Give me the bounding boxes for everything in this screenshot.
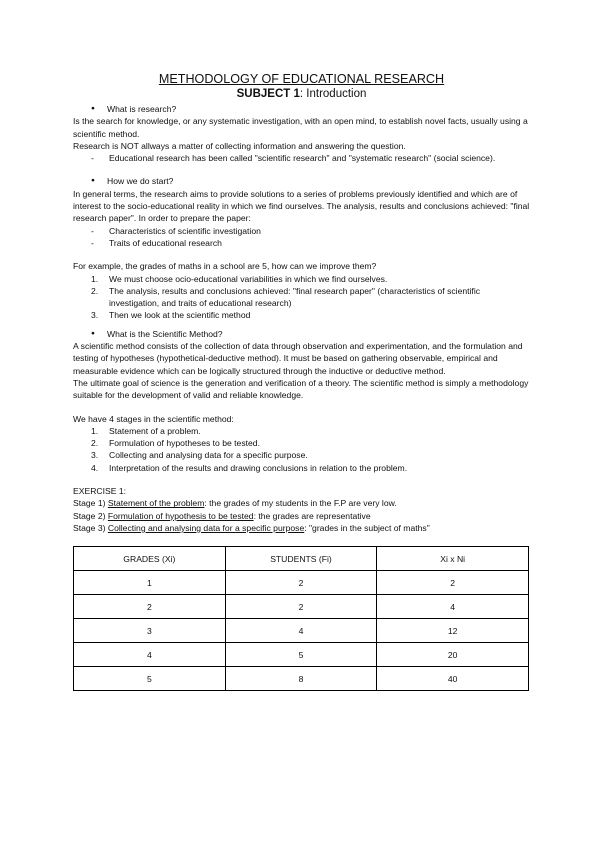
exercise-stage-line xyxy=(73,522,530,534)
stage-item: 4. Interpretation of the results and drawing conclusions in relation to the problem. xyxy=(91,462,408,473)
dash-item-text: Traits of educational research xyxy=(109,237,222,248)
table-cell: 4 xyxy=(225,619,377,643)
subject-heading xyxy=(73,87,530,101)
stage-label: Collecting and analysing data for a specific purpose xyxy=(107,522,305,533)
paragraph-stages-intro: We have 4 stages in the scientific method: xyxy=(73,413,234,424)
stage-item: 2. Formulation of hypotheses to be tested. xyxy=(91,438,260,449)
heading-how-start: ● How we do start? xyxy=(73,175,530,187)
stage-label: Formulation of hypothesis to be tested xyxy=(107,510,254,521)
table-row xyxy=(74,667,529,691)
numbered-item-text: We must choose ocio-educational variabilities in which we find ourselves. xyxy=(109,273,388,284)
dash-item-text: Educational research has been called "scientific research" and "systematic research" (social science). xyxy=(109,153,496,164)
stage-item: 3. Collecting and analysing data for a specific purpose. xyxy=(91,450,308,461)
table-row xyxy=(74,643,529,667)
document-page xyxy=(73,72,530,691)
header-students: STUDENTS (Fi) xyxy=(225,547,377,571)
document-title: METHODOLOGY OF EDUCATIONAL RESEARCH xyxy=(158,72,445,86)
dash-item-text: Characteristics of scientific investigation xyxy=(109,225,261,236)
stage-item-text: Interpretation of the results and drawing conclusions in relation to the problem. xyxy=(109,462,408,473)
paragraph-research-definition: Is the search for knowledge, or any systematic investigation, with an open mind, to establish novel facts, usually using a scientific method. xyxy=(73,116,528,139)
exercise-title: EXERCISE 1: xyxy=(73,486,127,497)
table-row xyxy=(74,619,529,643)
paragraph-example: For example, the grades of maths in a school are 5, how can we improve them? xyxy=(73,261,377,272)
table-cell: 4 xyxy=(74,643,226,667)
numbered-item-text: The analysis, results and conclusions achieved: "final research paper" (characteristics of scientific investigation, and traits of educational research) xyxy=(109,285,481,309)
stage-label: Statement of the problem xyxy=(107,498,205,509)
table-cell: 2 xyxy=(225,571,377,595)
heading-what-is-research: ● What is research? xyxy=(73,103,530,115)
table-cell: 1 xyxy=(74,571,226,595)
stage-prefix: Stage 1) xyxy=(73,498,108,509)
paragraph-research-not: Research is NOT allways a matter of collecting information and answering the question. xyxy=(73,140,406,151)
header-product: Xi x Ni xyxy=(377,547,529,571)
table-cell: 4 xyxy=(377,595,529,619)
numbered-item-text: Then we look at the scientific method xyxy=(109,310,251,321)
subject-number: SUBJECT 1 xyxy=(236,88,300,100)
table-cell: 5 xyxy=(225,643,377,667)
paragraph-ultimate-goal: The ultimate goal of science is the generation and verification of a theory. The scientific method is simply a methodology suitable for the development of valid and reliable knowledge. xyxy=(73,377,529,401)
stage-item: 1. Statement of a problem. xyxy=(91,425,201,436)
stage-item-text: Statement of a problem. xyxy=(109,425,201,436)
exercise-stage-line xyxy=(73,510,530,522)
subject-name: : Introduction xyxy=(299,88,367,100)
numbered-item: 1. We must choose ocio-educational variabilities in which we find ourselves. xyxy=(91,273,388,284)
stage-prefix: Stage 3) xyxy=(73,522,108,533)
dash-item-educational-research: - Educational research has been called "scientific research" and "systematic research" (social science). xyxy=(91,153,496,164)
stage-text: : the grades of my students in the F.P are very low. xyxy=(204,498,397,509)
table-cell: 8 xyxy=(225,667,377,691)
table-header-row xyxy=(74,547,529,571)
numbered-item: 2. The analysis, results and conclusions achieved: "final research paper" (characteristics of scientific investigation, and traits of educational research) xyxy=(91,285,481,309)
table-cell: 2 xyxy=(74,595,226,619)
table-cell: 2 xyxy=(377,571,529,595)
grades-table xyxy=(73,546,529,691)
header-grades: GRADES (Xi) xyxy=(74,547,226,571)
stage-item-text: Collecting and analysing data for a specific purpose. xyxy=(109,450,308,461)
paragraph-scientific-method: A scientific method consists of the collection of data through observation and experimentation, and the formulation and testing of hypotheses (hypothetical-deductive method). It must be based on gathering observable, empirical and measurable evidence which can be logically structured through the inductive or deductive method. xyxy=(73,341,523,376)
stage-text: : the grades are representative xyxy=(253,510,371,521)
heading-scientific-method: ● What is the Scientific Method? xyxy=(73,328,530,340)
stage-item-text: Formulation of hypotheses to be tested. xyxy=(109,438,260,449)
dash-item-characteristics: - Characteristics of scientific investigation xyxy=(91,225,261,236)
table-cell: 5 xyxy=(74,667,226,691)
stage-prefix: Stage 2) xyxy=(73,510,108,521)
table-cell: 12 xyxy=(377,619,529,643)
table-row xyxy=(74,595,529,619)
dash-item-traits: - Traits of educational research xyxy=(91,237,222,248)
stage-text: : "grades in the subject of maths" xyxy=(304,522,430,533)
table-cell: 20 xyxy=(377,643,529,667)
paragraph-general-terms: In general terms, the research aims to provide solutions to a series of problems previously identified and which are of interest to the socio-educational reality in which we find ourselves. The analysis, results and conclusions achieved: "final research paper". In order to prepare the paper: xyxy=(73,188,530,224)
numbered-item: 3. Then we look at the scientific method xyxy=(91,310,251,321)
table-cell: 2 xyxy=(225,595,377,619)
exercise-stage-line xyxy=(73,497,530,509)
table-row xyxy=(74,571,529,595)
table-cell: 40 xyxy=(377,667,529,691)
table-cell: 3 xyxy=(74,619,226,643)
